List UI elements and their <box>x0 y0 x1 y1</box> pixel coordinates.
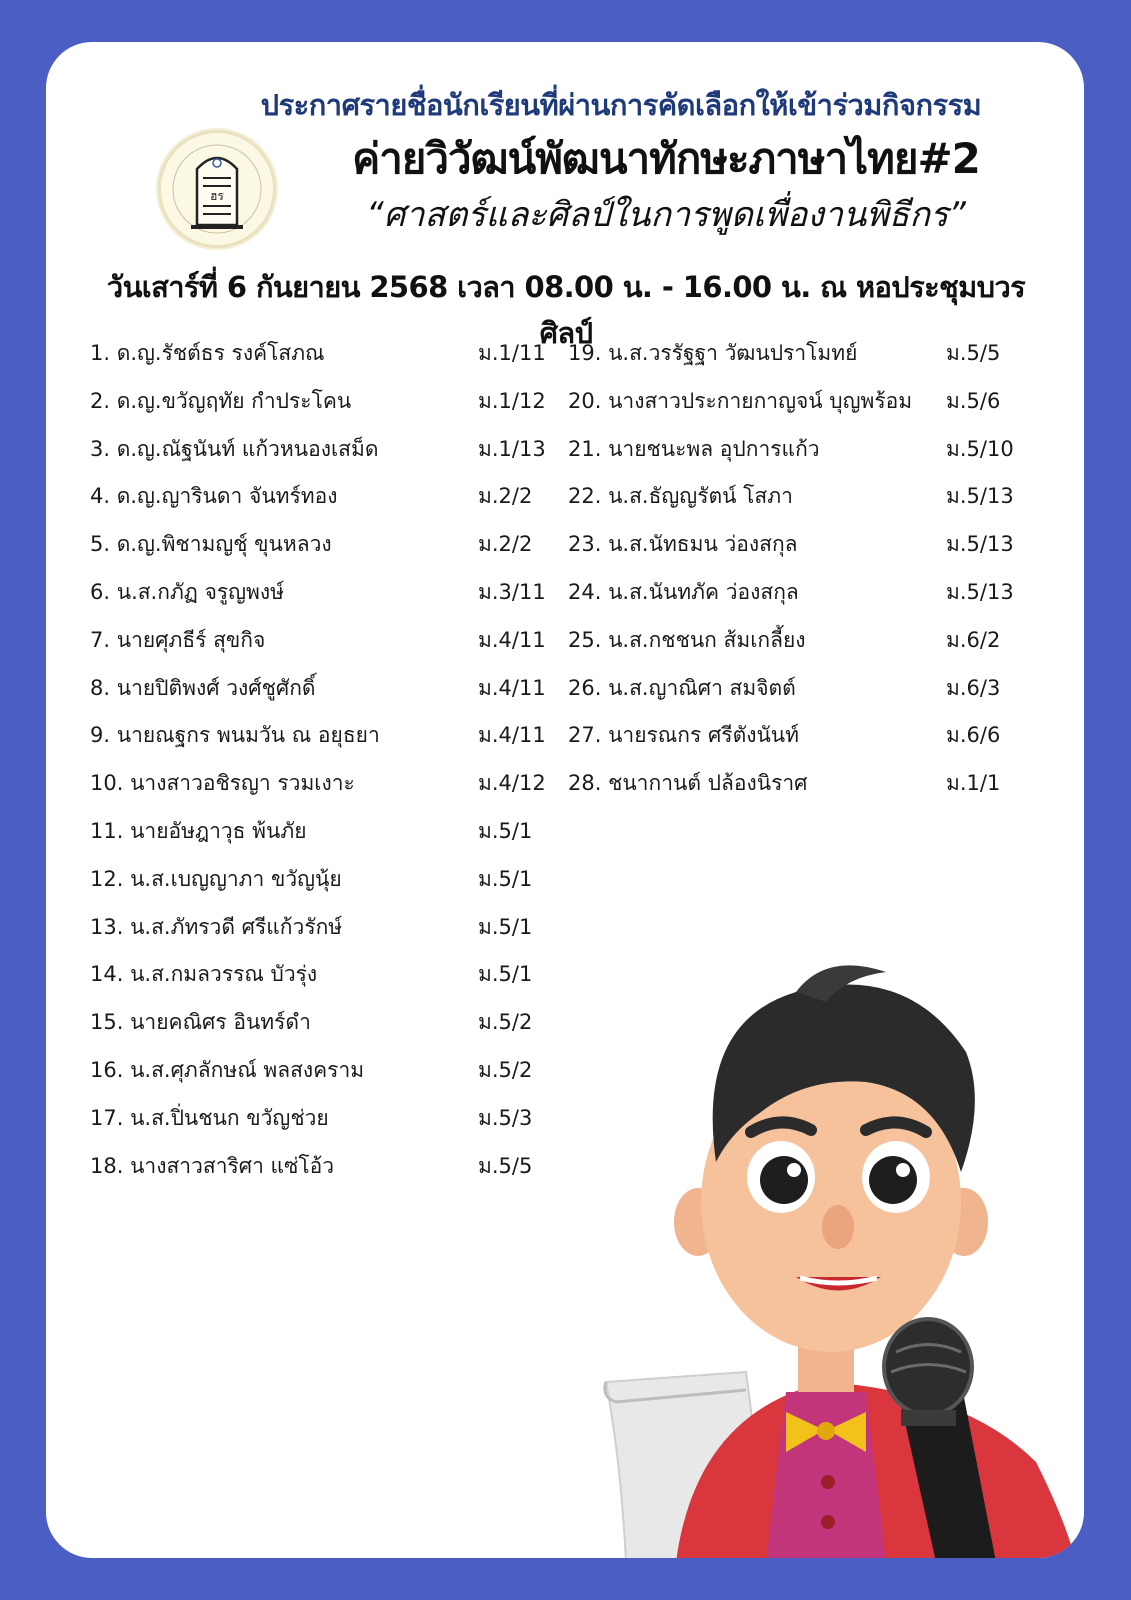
student-class: ม.5/13 <box>946 580 1014 604</box>
student-name: 13. น.ส.ภัทรวดี ศรีแก้วรักษ์ <box>90 914 343 939</box>
student-class: ม.5/2 <box>478 1010 533 1035</box>
student-class: ม.5/1 <box>478 962 533 987</box>
student-name: 25. น.ส.กชชนก ส้มเกลี้ยง <box>568 627 806 652</box>
student-class: ม.5/1 <box>478 914 533 939</box>
student-class: ม.4/12 <box>478 771 546 796</box>
camp-subtitle: “ศาสตร์และศิลป์ในการพูดเพื่องานพิธีกร” <box>366 195 966 235</box>
student-class: ม.1/11 <box>478 341 546 365</box>
student-row <box>90 719 558 755</box>
svg-text:ฮร: ฮร <box>210 189 224 203</box>
student-row <box>90 1006 558 1042</box>
student-name: 20. นางสาวประกายกาญจน์ บุญพร้อม <box>568 388 913 413</box>
student-row <box>568 480 1026 516</box>
student-row <box>90 1054 558 1090</box>
announcement-card <box>46 42 1084 1558</box>
student-name: 28. ชนากานต์ ปล้องนิราศ <box>568 771 808 796</box>
student-name: 11. นายอัษฎาวุธ พ้นภัย <box>90 819 307 843</box>
student-class: ม.4/11 <box>478 675 546 700</box>
student-class: ม.3/11 <box>478 580 546 604</box>
emcee-illustration <box>566 942 1084 1558</box>
student-class: ม.2/2 <box>478 532 533 557</box>
student-row <box>90 672 558 708</box>
student-row <box>568 433 1026 469</box>
student-row <box>90 480 558 516</box>
student-class: ม.5/3 <box>478 1105 533 1130</box>
student-class: ม.5/13 <box>946 484 1014 509</box>
student-class: ม.6/6 <box>946 723 1001 748</box>
student-class: ม.5/5 <box>478 1153 533 1178</box>
student-class: ม.5/6 <box>946 388 1001 413</box>
student-row <box>90 385 558 421</box>
student-name: 27. นายรณกร ศรีตังนันท์ <box>568 723 800 748</box>
student-name: 4. ด.ญ.ญารินดา จันทร์ทอง <box>90 484 338 509</box>
student-name: 14. น.ส.กมลวรรณ บัวรุ่ง <box>90 962 318 987</box>
student-name: 18. นางสาวสาริศา แซ่โอ้ว <box>90 1153 335 1178</box>
student-class: ม.1/13 <box>478 436 546 461</box>
student-row <box>90 863 558 899</box>
student-name: 12. น.ส.เบญญาภา ขวัญนุ้ย <box>90 866 342 891</box>
student-row <box>90 624 558 660</box>
student-name: 8. นายปิติพงศ์ วงศ์ชูศักดิ์ <box>90 675 316 700</box>
student-class: ม.2/2 <box>478 484 533 509</box>
student-name: 3. ด.ญ.ณัฐนันท์ แก้วหนองเสม็ด <box>90 436 379 461</box>
student-row <box>568 767 1026 803</box>
student-name: 19. น.ส.วรรัฐฐา วัฒนปราโมทย์ <box>568 341 858 365</box>
student-row <box>90 815 558 851</box>
student-class: ม.5/5 <box>946 341 1001 365</box>
student-row <box>568 719 1026 755</box>
student-name: 1. ด.ญ.รัชต์ธร รงค์โสภณ <box>90 341 325 365</box>
student-row <box>90 1150 558 1186</box>
student-name: 16. น.ส.ศุภลักษณ์ พลสงคราม <box>90 1058 365 1082</box>
student-name: 24. น.ส.นันทภัค ว่องสกุล <box>568 580 799 604</box>
student-name: 26. น.ส.ญาณิศา สมจิตต์ <box>568 675 796 700</box>
student-row <box>90 576 558 612</box>
student-row <box>90 911 558 947</box>
seal-icon <box>158 130 276 248</box>
student-class: ม.5/13 <box>946 532 1014 557</box>
event-date-line: วันเสาร์ที่ 6 กันยายน 2568 เวลา 08.00 น. - 16.00 น. ณ หอประชุมบวรศิลป์ <box>106 270 1026 350</box>
student-name: 7. นายศุภธีร์ สุขกิจ <box>90 627 266 652</box>
student-class: ม.5/1 <box>478 866 533 891</box>
student-name: 22. น.ส.ธัญญรัตน์ โสภา <box>568 484 793 509</box>
student-row <box>568 385 1026 421</box>
student-row <box>568 672 1026 708</box>
student-row <box>90 528 558 564</box>
student-class: ม.1/12 <box>478 388 546 413</box>
student-class: ม.6/3 <box>946 675 1001 700</box>
student-row <box>90 1102 558 1138</box>
student-row <box>568 624 1026 660</box>
student-name: 9. นายณฐกร พนมวัน ณ อยุธยา <box>90 723 380 748</box>
student-class: ม.1/1 <box>946 771 1001 796</box>
student-name: 15. นายคณิศร อินทร์ดำ <box>90 1010 311 1035</box>
camp-title: ค่ายวิวัฒน์พัฒนาทักษะภาษาไทย#2 <box>352 134 980 183</box>
student-name: 17. น.ส.ปิ่นชนก ขวัญช่วย <box>90 1105 329 1130</box>
student-name: 2. ด.ญ.ขวัญฤทัย กำประโคน <box>90 388 352 413</box>
student-name: 5. ด.ญ.พิชามญชุ์ ขุนหลวง <box>90 532 332 557</box>
student-class: ม.5/1 <box>478 819 533 843</box>
announcement-heading: ประกาศรายชื่อนักเรียนที่ผ่านการคัดเลือกให้เข้าร่วมกิจกรรม <box>260 88 982 122</box>
student-name: 23. น.ส.นัทธมน ว่องสกุล <box>568 532 798 557</box>
student-class: ม.6/2 <box>946 627 1001 652</box>
student-row <box>90 767 558 803</box>
student-class: ม.5/2 <box>478 1058 533 1082</box>
student-row <box>568 337 1026 373</box>
student-row <box>568 576 1026 612</box>
student-class: ม.4/11 <box>478 723 546 748</box>
student-name: 10. นางสาวอชิรญา รวมเงาะ <box>90 771 355 796</box>
student-row <box>90 958 558 994</box>
student-name: 21. นายชนะพล อุปการแก้ว <box>568 436 820 461</box>
student-name: 6. น.ส.กภัฏ จรูญพงษ์ <box>90 580 284 604</box>
student-row <box>568 528 1026 564</box>
student-row <box>90 337 558 373</box>
student-class: ม.5/10 <box>946 436 1014 461</box>
student-class: ม.4/11 <box>478 627 546 652</box>
student-row <box>90 433 558 469</box>
